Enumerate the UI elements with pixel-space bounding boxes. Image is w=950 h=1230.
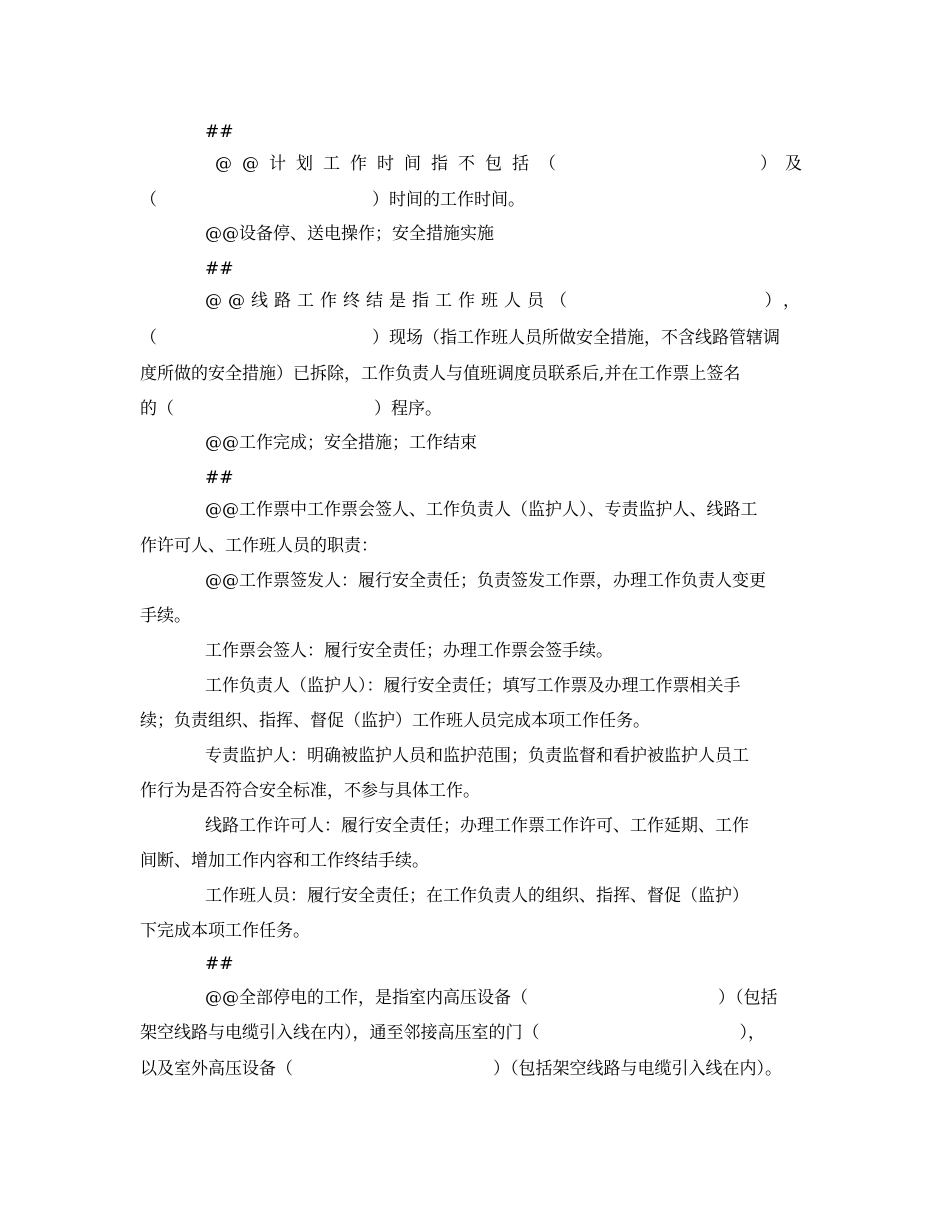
answer-line: 工作班人员：履行安全责任；在工作负责人的组织、指挥、督促（监护） [205, 886, 749, 906]
question-line [140, 189, 525, 211]
text-segment: @@计划工作时间指不包括（ [215, 154, 566, 174]
separator-marker: ## [205, 468, 234, 488]
question-line: 度所做的安全措施）已拆除，工作负责人与值班调度员联系后,并在工作票上签名 [140, 364, 741, 384]
answer-line: @@工作完成；安全措施；工作结束 [205, 433, 477, 453]
text-segment: ）时间的工作时间。 [372, 190, 525, 210]
answer-line: 工作负责人（监护人）：履行安全责任；填写工作票及办理工作票相关手 [205, 676, 741, 696]
question-line [140, 327, 780, 349]
answer-line: 工作票会签人：履行安全责任；办理工作票会签手续。 [205, 641, 613, 661]
text-segment: ）程序。 [374, 399, 442, 419]
question-line [140, 398, 442, 420]
question-line [140, 1058, 782, 1080]
text-segment: ）， [739, 1023, 765, 1043]
answer-line: 间断、增加工作内容和工作终结手续。 [140, 851, 429, 871]
text-segment: ）及 [760, 154, 810, 174]
question-line [140, 1022, 765, 1044]
answer-line: 作行为是否符合安全标准，不参与具体工作。 [140, 781, 480, 801]
text-segment: ）（包括 [718, 988, 778, 1008]
answer-line: @@设备停、送电操作；安全措施实施 [205, 224, 494, 244]
question-line [205, 987, 778, 1009]
text-segment: ）（包括架空线路与电缆引入线在内）。 [493, 1059, 782, 1079]
answer-line: 手续。 [140, 606, 191, 626]
separator-marker: ## [205, 259, 234, 279]
text-segment: （ [140, 190, 157, 210]
text-segment: 的（ [140, 399, 174, 419]
answer-line: 下完成本项工作任务。 [140, 921, 310, 941]
text-segment: （ [140, 328, 157, 348]
answer-line: 续；负责组织、指挥、督促（监护）工作班人员完成本项工作任务。 [140, 711, 650, 731]
answer-line: 专责监护人：明确被监护人员和监护范围；负责监督和看护被监护人员工 [205, 746, 749, 766]
answer-line: 线路工作许可人：履行安全责任；办理工作票工作许可、工作延期、工作 [205, 816, 749, 836]
question-line: 作许可人、工作班人员的职责： [140, 536, 378, 556]
text-segment: 以及室外高压设备（ [140, 1059, 293, 1079]
text-segment: ）， [764, 291, 810, 311]
answer-line: @@工作票签发人：履行安全责任；负责签发工作票，办理工作负责人变更 [205, 571, 766, 591]
text-segment: ）现场（指工作班人员所做安全措施，不含线路管辖调 [372, 328, 780, 348]
separator-marker: ## [205, 122, 234, 142]
text-segment: @@全部停电的工作，是指室内高压设备（ [205, 988, 528, 1008]
question-line [215, 153, 810, 175]
separator-marker: ## [205, 954, 234, 974]
text-segment: 架空线路与电缆引入线在内），通至邻接高压室的门（ [140, 1023, 540, 1043]
question-line: @@工作票中工作票会签人、工作负责人（监护人）、专责监护人、线路工 [205, 500, 758, 520]
question-line [205, 290, 810, 312]
text-segment: @@线路工作终结是指工作班人员（ [205, 291, 573, 311]
